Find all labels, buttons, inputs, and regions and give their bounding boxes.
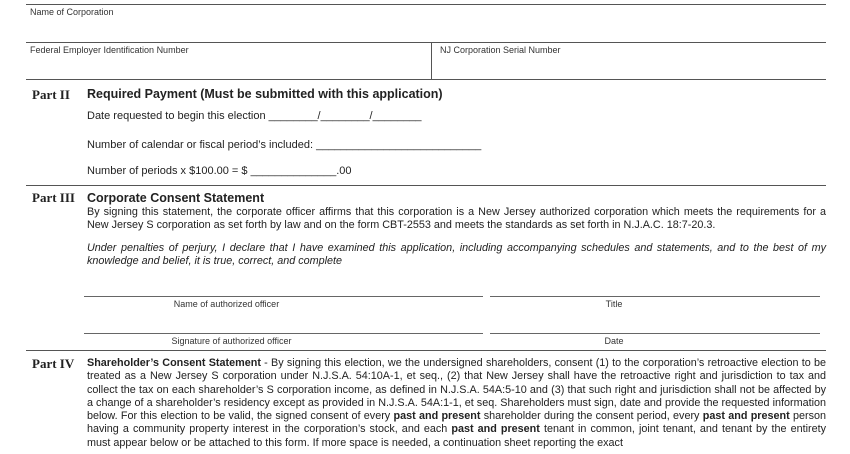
fein-label: Federal Employer Identification Number [30,45,189,55]
past-and-present-2: past and present [702,410,790,423]
part3-heading: Corporate Consent Statement [87,191,265,205]
part2-heading: Required Payment (Must be submitted with this application) [87,87,443,101]
officer-title-field[interactable] [490,296,820,297]
name-of-corporation-label: Name of Corporation [30,7,114,17]
shareholder-consent-text-4: tenant in common, joint tenant, and tenant by the entirety must appear below or be attached to this form. If more space is needed, a continuation sheet reporting the exact [87,423,826,449]
shareholder-consent-text-2: shareholder during the consent period, every [480,410,703,423]
part2-label: Part II [32,87,70,102]
part3-label: Part III [32,190,75,205]
officer-title-label: Title [605,299,623,309]
date-requested-line[interactable]: Date requested to begin this election ________/________/________ [87,110,422,122]
part4-label: Part IV [32,356,75,371]
past-and-present-1: past and present [393,410,481,423]
officer-name-field[interactable] [84,296,483,297]
periods-included-line[interactable]: Number of calendar or fiscal period’s included: ___________________________ [87,139,482,151]
part4-heading: Shareholder’s Consent Statement [87,357,261,369]
nj-serial-label: NJ Corporation Serial Number [440,45,561,55]
payment-amount-line[interactable]: Number of periods x $100.00 = $ ______________.00 [87,165,352,177]
shareholder-consent-text-1: - By signing this election, we the undersigned shareholders, consent (1) to the corporation’s retroactive election to be treated as a New Jersey S corporation under N.J.S.A. 54:10A-1, et seq., (2) that New Jersey shall have the retroactive right and jurisdiction to tax and collect the tax on each shareholder’s S corporation income, as defined in N.J.S.A. 54A:5-10 and (3) that such right and jurisdiction shall not be affected by a change of a shareholder’s residency except as provided in N.J.S.A. 54A:1-1, et seq. Shareholders must sign, date and provide the requested information below. For this election to be valid, the signed consent of every [87,357,827,423]
part4-rule [26,350,826,351]
past-and-present-3: past and present [451,423,540,436]
fein-field-rule[interactable] [26,79,826,80]
corporate-consent-statement: By signing this statement, the corporate officer affirms that this corporation is a New Jersey authorized corporation which meets the requirements for a New Jersey S corporation as set forth by law and on the form CBT-2553 and meets the standards as set forth in N.J.A.C. 18:7-20.3. [87,206,826,232]
top-rule [26,4,826,5]
shareholder-consent-text-3: person having a community property interest in the corporation’s stock, and each [87,410,826,436]
officer-signature-label: Signature of authorized officer [171,336,292,346]
officer-signature-field[interactable] [84,333,483,334]
part3-rule [26,185,826,186]
fein-serial-divider [431,42,432,79]
shareholder-consent-statement [87,357,826,450]
name-field-rule[interactable] [26,42,826,43]
signature-date-label: Date [604,336,624,346]
signature-date-field[interactable] [490,333,820,334]
officer-name-label: Name of authorized officer [173,299,280,309]
perjury-declaration: Under penalties of perjury, I declare that I have examined this application, including accompanying schedules and statements, and to the best of my knowledge and belief, it is true, correct, and complete [87,242,826,268]
